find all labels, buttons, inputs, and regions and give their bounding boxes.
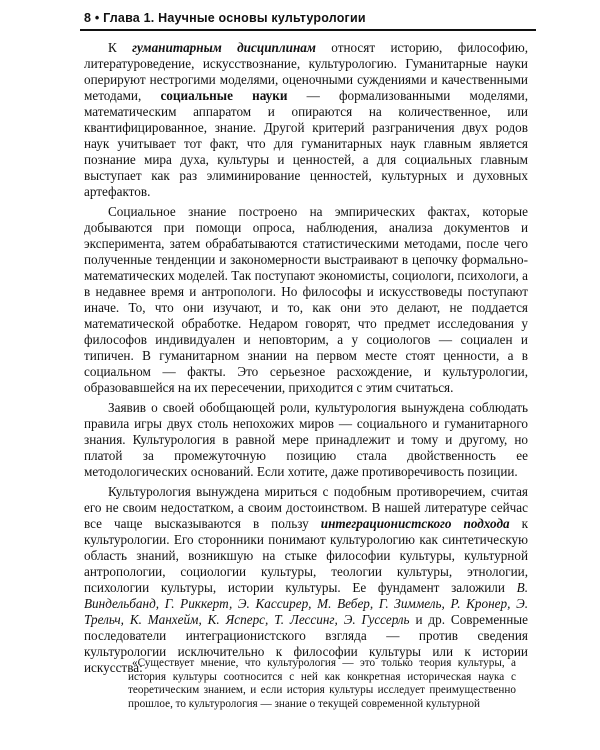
header-rule bbox=[80, 29, 536, 31]
paragraph-4-text-a: Культурология вынуждена мириться с подобным противоречием, считая его не своим недостатком, а своим достоинством. В нашей литературе сейчас все чаще высказываются в пользу bbox=[84, 484, 528, 531]
header-bullet: • bbox=[94, 11, 100, 25]
paragraph-1 bbox=[84, 40, 528, 200]
chapter-title: Глава 1. Научные основы культурологии bbox=[103, 11, 366, 25]
paragraph-4-text-c: и др. Современные последователи интеграционистского взгляда — против сведения культурологии исключительно к философии культуры или к истории искусства: bbox=[84, 612, 529, 675]
block-quote bbox=[128, 657, 516, 711]
term-integrationist-approach: интеграционистского подхода bbox=[320, 516, 510, 531]
running-header bbox=[84, 8, 532, 28]
paragraph-3: Заявив о своей обобщающей роли, культурология вынуждена соблюдать правила игры двух столь непохожих миров — социального и гуманитарного знания. Культурология в равной мере принадлежит и тому и другому, но платой за промежуточную позицию стала двойственность ее методологических оснований. Если хотите, даже противоречивость позиции. bbox=[84, 400, 528, 479]
paragraph-1-text-a: К bbox=[108, 40, 133, 55]
quote-text: «Существует мнение, что культурология — это только теория культуры, а история культуры соотносится с ней как конкретная историческая наука с теоретическим знанием, и если история культуры исследует преимущественно прошлое, то культурология — знание о текущей современной культурной bbox=[128, 657, 516, 710]
paragraph-4-text-b: к культурологии. Его сторонники понимают культурологию как синтетическую область знаний, возникшую на стыке философии культуры, культурной антропологии, социологии культуры, теологии культуры, этнологии, психологии культуры, истории культуры. Ее фундамент заложили bbox=[84, 516, 528, 595]
founders-names: В. Виндельбанд, Г. Риккерт, Э. Кассирер, М. Вебер, Г. Зиммель, Р. Кронер, Э. Трельч, К. Манхейм, К. Ясперс, Т. Лессинг, Э. Гуссерль bbox=[84, 580, 528, 627]
paragraph-1-text-c: — формализованными моделями, математическим аппаратом и опираются на количественное, или квантифицированное, знание. Другой критерий разграничения двух родов наук учитывает тот факт, что для гуманитарных наук главным является познание мира духа, культуры и ценностей, а для социальных главным выступает как раз элиминирование ценностей, культурных и духовных артефактов. bbox=[84, 88, 529, 199]
main-text bbox=[84, 40, 528, 676]
paragraph-2: Социальное знание построено на эмпирических фактах, которые добываются при помощи опроса, наблюдения, анализа документов и эксперимента, затем обрабатываются статистическими методами, после чего полученные тенденции и закономерности выстраивают в цепочку формально-математических моделей. Так поступают экономисты, социологи, психологи, а в недавнее время и антропологи. Но философы и искусствоведы поступают иначе. То, что они изучают, и то, как они это делают, не поддается математической обработке. Недаром говорят, что предмет исследования у философов индивидуален и неповторим, а у социологов — социален и типичен. В гуманитарном знании на первом месте стоят ценности, а в социальном — факты. Это серьезное расхождение, и культурологии, образовавшейся на их пересечении, приходится с этим считаться. bbox=[84, 204, 528, 395]
term-social-sciences: социальные науки bbox=[160, 88, 288, 103]
paragraph-4 bbox=[84, 484, 528, 676]
paragraph-1-text-b: относят историю, философию, литературоведение, искусствознание, культурологию. Гуманитарные науки оперируют нестрогими моделями, оценочными суждениями и качественными методами, bbox=[84, 40, 529, 103]
term-humanities: гуманитарным дисциплинам bbox=[132, 40, 316, 55]
page-number: 8 bbox=[84, 11, 92, 25]
